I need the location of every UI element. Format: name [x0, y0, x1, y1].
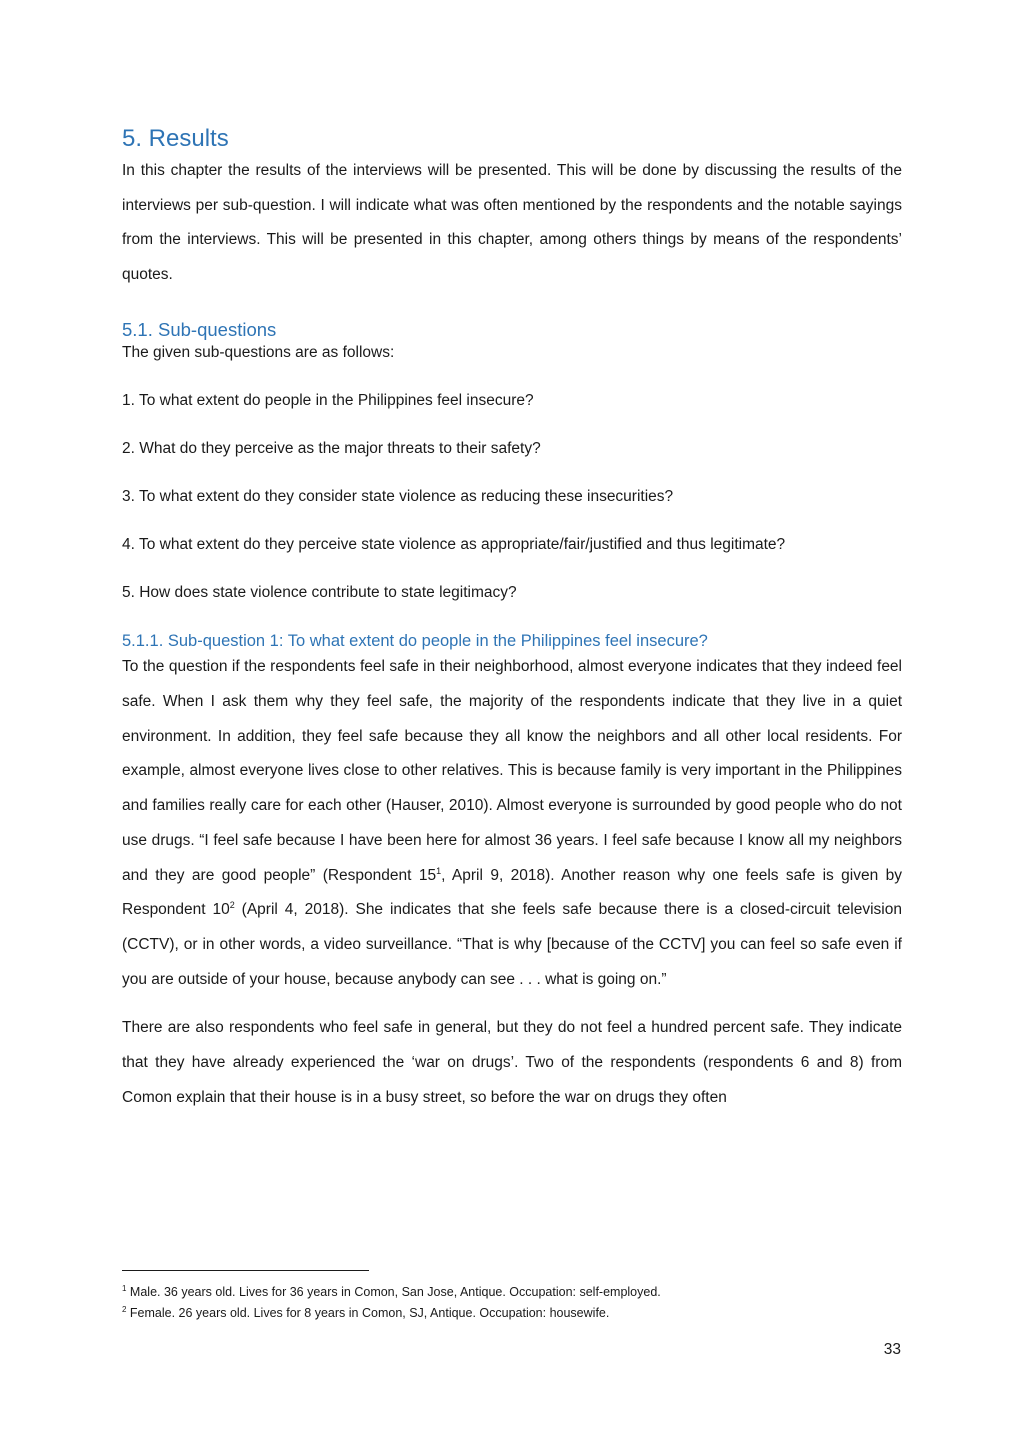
- footnote-1: [122, 1282, 902, 1303]
- section-heading: 5.1. Sub-questions: [122, 319, 277, 341]
- subsection-heading: 5.1.1. Sub-question 1: To what extent do people in the Philippines feel insecure?: [122, 632, 708, 651]
- paragraph-text: To the question if the respondents feel safe in their neighborhood, almost everyone indicates that they indeed feel safe. When I ask them why they feel safe, the majority of the respondents indicate that they live in a quiet environment. In addition, they feel safe because they all know the neighbors and all other local residents. For example, almost everyone lives close to other relatives. This is because family is very important in the Philippines and families really care for each other (Hauser, 2010). Almost everyone is surrounded by good people who do not use drugs. “I feel safe because I have been here for almost 36 years. I feel safe because I know all my neighbors and they are good people” (Respondent 15: [122, 658, 902, 884]
- sub-question-5: 5. How does state violence contribute to state legitimacy?: [122, 584, 517, 602]
- footnote-text: Male. 36 years old. Lives for 36 years in Comon, San Jose, Antique. Occupation: self-employed.: [126, 1285, 661, 1299]
- sub-question-2: 2. What do they perceive as the major threats to their safety?: [122, 440, 541, 458]
- main-content: [122, 124, 902, 1116]
- intro-paragraph: In this chapter the results of the interviews will be presented. This will be done by discussing the results of the interviews per sub-question. I will indicate what was often mentioned by the respondents and the notable sayings from the interviews. This will be presented in this chapter, among others things by means of the respondents’ quotes.: [122, 162, 902, 283]
- page-number: 33: [883, 1341, 901, 1358]
- chapter-heading: 5. Results: [122, 125, 229, 152]
- paragraph-text: (April 4, 2018). She indicates that she feels safe because there is a closed-circuit television (CCTV), or in other words, a video surveillance. “That is why [because of the CCTV] you can feel so safe even if you are outside of your house, because anybody can see . . . what is going on.”: [122, 901, 902, 988]
- footnote-ref-2[interactable]: 2: [229, 900, 235, 911]
- paragraph-text: , April 9, 2018). Another reason why one feels safe is given by Respondent 10: [122, 866, 902, 919]
- footnote-ref-1[interactable]: 1: [436, 865, 442, 876]
- sub-question-3: 3. To what extent do they consider state violence as reducing these insecurities?: [122, 488, 674, 506]
- footnotes: [122, 1282, 902, 1324]
- sub-question-1: 1. To what extent do people in the Philippines feel insecure?: [122, 392, 534, 410]
- section-lead: The given sub-questions are as follows:: [122, 344, 395, 362]
- footnote-mark: 2: [122, 1304, 127, 1314]
- footnote-mark: 1: [122, 1283, 127, 1293]
- subsection-paragraph-2: There are also respondents who feel safe in general, but they do not feel a hundred percent safe. They indicate that they have already experienced the ‘war on drugs’. Two of the respondents (respondents 6 and 8) from Comon explain that their house is in a busy street, so before the war on drugs they often: [122, 1019, 902, 1106]
- footnote-text: Female. 26 years old. Lives for 8 years in Comon, SJ, Antique. Occupation: housewife.: [126, 1306, 610, 1320]
- sub-question-4: 4. To what extent do they perceive state violence as appropriate/fair/justified and thus legitimate?: [122, 536, 786, 554]
- footnote-2: [122, 1303, 902, 1324]
- subsection-paragraph-1: [122, 650, 902, 997]
- footnote-separator: [122, 1270, 369, 1271]
